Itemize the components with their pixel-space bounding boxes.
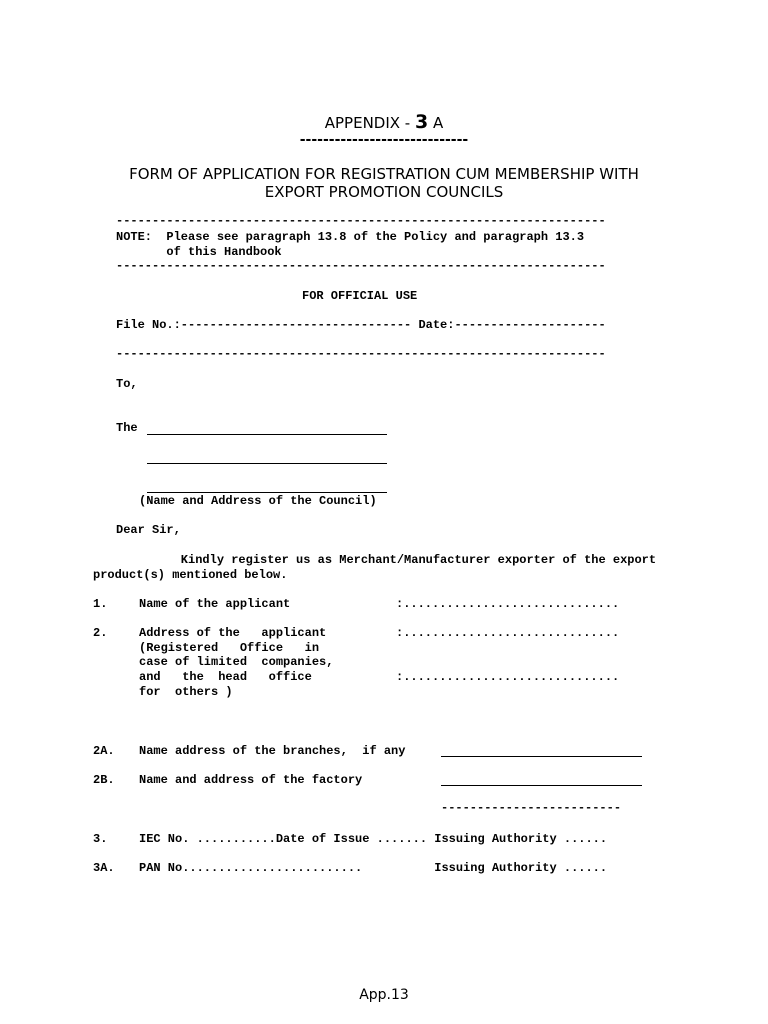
- page-number: App.13: [359, 987, 409, 1003]
- item2a-line: [441, 756, 642, 757]
- item3a-text: PAN No......................... Issuing Authority ......: [139, 861, 608, 875]
- item2-value-1: :..............................: [396, 626, 620, 640]
- item3-text: IEC No. ...........Date of Issue ....... Issuing Authority ......: [139, 832, 608, 846]
- appendix-heading: [0, 113, 768, 132]
- item2-label-line3: case of limited companies,: [139, 655, 334, 669]
- letter-body-line1: Kindly register us as Merchant/Manufacturer exporter of the export: [116, 553, 657, 567]
- note-line2: of this Handbook: [116, 245, 282, 259]
- item1-label: Name of the applicant: [139, 597, 291, 611]
- appendix-suffix: A: [428, 114, 444, 132]
- file-no-date-line: File No.:-------------------------------- Date:---------------------: [116, 318, 606, 332]
- form-title-line1: FORM OF APPLICATION FOR REGISTRATION CUM MEMBERSHIP WITH: [129, 165, 639, 183]
- council-address-line-2: [147, 492, 387, 493]
- note-rule-bottom: --------------------------------------------------------------------: [116, 259, 606, 273]
- item2-value-2: :..............................: [396, 670, 620, 684]
- item3-number: 3.: [93, 832, 108, 846]
- item2b-number: 2B.: [93, 773, 115, 787]
- appendix-rule: -----------------------------: [299, 132, 469, 148]
- appendix-number: 3: [414, 111, 429, 133]
- item2-label-line5: for others ): [139, 685, 233, 699]
- item2a-label: Name address of the branches, if any: [139, 744, 406, 758]
- item2b-line: [441, 785, 642, 786]
- item2-label-line4: and the head office: [139, 670, 312, 684]
- note-rule-top: --------------------------------------------------------------------: [116, 214, 606, 228]
- item2-number: 2.: [93, 626, 108, 640]
- to-label: To,: [116, 377, 138, 391]
- item1-value: :..............................: [396, 597, 620, 611]
- item3a-number: 3A.: [93, 861, 115, 875]
- appendix-prefix: APPENDIX -: [324, 114, 415, 132]
- council-address-line-1: [147, 463, 387, 464]
- item2-label-line2: (Registered Office in: [139, 641, 320, 655]
- item2-label-line1: Address of the applicant: [139, 626, 327, 640]
- council-caption: (Name and Address of the Council): [139, 494, 377, 508]
- council-name-line: [147, 434, 387, 435]
- item2a-number: 2A.: [93, 744, 115, 758]
- form-title-line2: EXPORT PROMOTION COUNCILS: [264, 183, 504, 201]
- item2b-label: Name and address of the factory: [139, 773, 363, 787]
- note-line1: NOTE: Please see paragraph 13.8 of the Policy and paragraph 13.3: [116, 230, 585, 244]
- item1-number: 1.: [93, 597, 108, 611]
- the-label: The: [116, 421, 138, 435]
- official-use-heading: FOR OFFICIAL USE: [302, 289, 418, 303]
- letter-body-line2: product(s) mentioned below.: [93, 568, 288, 582]
- salutation: Dear Sir,: [116, 523, 181, 537]
- official-rule: --------------------------------------------------------------------: [116, 347, 606, 361]
- item2b-dash-line: -------------------------: [441, 801, 622, 815]
